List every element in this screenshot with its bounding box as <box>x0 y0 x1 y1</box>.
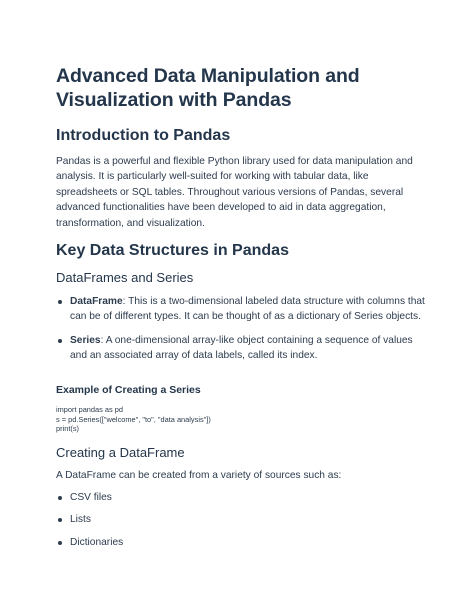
term-dataframe: DataFrame <box>70 296 123 307</box>
bullet-icon <box>58 541 62 545</box>
definition-dataframe: : This is a two-dimensional labeled data structure with columns that can be of different types. It can be thought of as a dictionary of Series objects. <box>70 296 425 323</box>
source-label: CSV files <box>70 492 112 503</box>
bullet-icon <box>58 496 62 500</box>
code-line: print(s) <box>56 424 79 434</box>
document-title <box>56 64 416 112</box>
intro-paragraph: Pandas is a powerful and flexible Python library used for data manipulation and analysis. It is particularly well-suited for working with tabular data, like spreadsheets or SQL tables. Throughout various versions of Pandas, several advanced functionalities have been developed to aid in data aggregation, transformation, and visualization. <box>56 156 413 229</box>
code-line: s = pd.Series(["welcome", "to", "data analysis"]) <box>56 414 211 424</box>
code-line: import pandas as pd <box>56 405 123 414</box>
creating-dataframe-heading: Creating a DataFrame <box>56 445 185 460</box>
source-label: Dictionaries <box>70 536 124 548</box>
bullet-icon <box>58 339 62 343</box>
bullet-icon <box>58 518 62 522</box>
list-item-source <box>56 512 426 527</box>
list-item-series <box>56 333 426 364</box>
document-title-line-1: Advanced Data Manipulation and <box>56 65 360 87</box>
source-label: Lists <box>70 514 91 526</box>
definition-series: : A one-dimensional array-like object containing a sequence of values and an associated array of data labels, called its index. <box>70 334 413 362</box>
dataframe-sources-list <box>56 490 426 550</box>
bullet-icon <box>58 300 62 304</box>
list-item-source <box>56 535 426 550</box>
key-structures-heading: Key Data Structures in Pandas <box>56 242 289 259</box>
document-title-line-2: Visualization with Pandas <box>56 89 292 111</box>
list-item-source <box>56 490 426 505</box>
creating-dataframe-intro: A DataFrame can be created from a variety of sources such as: <box>56 470 342 481</box>
intro-heading: Introduction to Pandas <box>56 127 231 144</box>
series-example-heading: Example of Creating a Series <box>56 384 201 396</box>
dataframes-series-subheading: DataFrames and Series <box>56 270 194 285</box>
code-block <box>56 405 416 434</box>
term-series: Series <box>70 334 101 346</box>
data-structures-list <box>56 294 426 364</box>
list-item-dataframe <box>56 294 426 325</box>
